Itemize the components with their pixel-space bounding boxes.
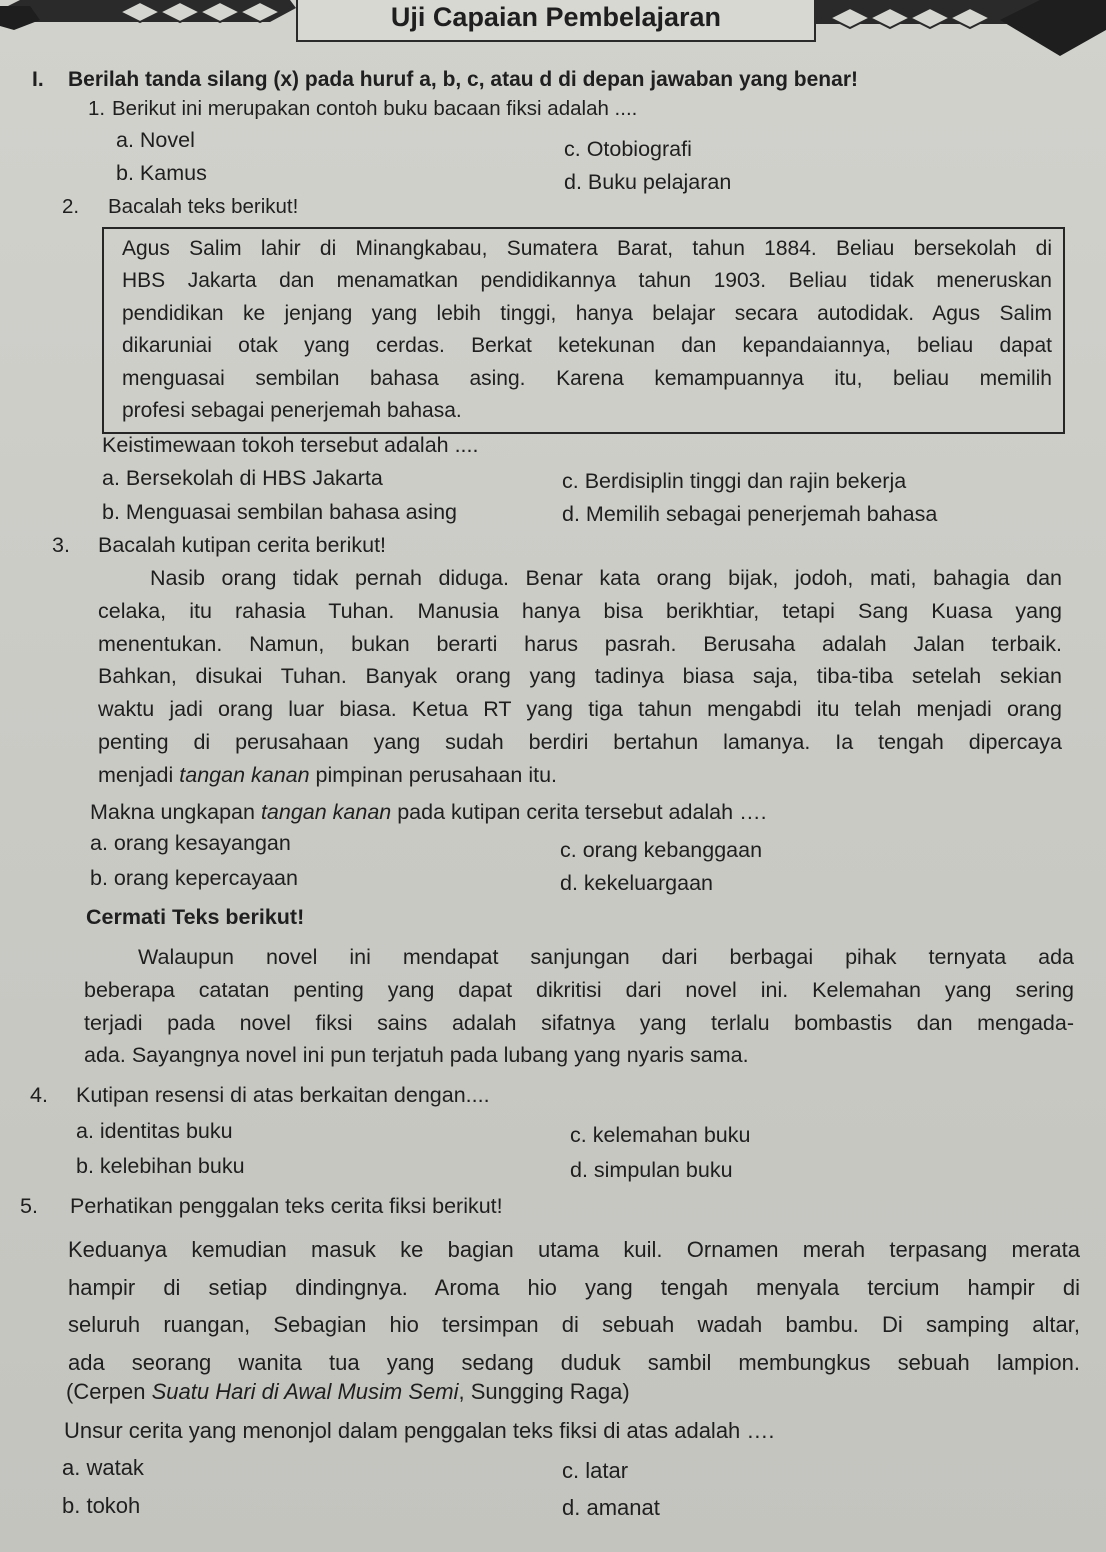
question-1-option-d[interactable]: d. Buku pelajaran	[564, 170, 732, 194]
question-3-text	[90, 800, 767, 825]
passage-line: celaka, itu rahasia Tuhan. Manusia hanya bisa berikhtiar, tetapi Sang Kuasa yang	[98, 598, 1062, 623]
question-3-option-d[interactable]: d. kekeluargaan	[560, 871, 713, 895]
question-4-option-c[interactable]: c. kelemahan buku	[570, 1123, 751, 1147]
question-2-passage-box	[102, 227, 1065, 434]
question-1-text: Berikut ini merupakan contoh buku bacaan fiksi adalah ....	[112, 97, 638, 120]
question-2-passage	[122, 233, 1052, 427]
passage-text: pimpinan perusahaan itu.	[309, 762, 557, 787]
passage-line: pendidikan ke jenjang yang lebih tinggi, hanya belajar secara autodidak. Agus Salim	[122, 301, 1052, 325]
question-5-text: Unsur cerita yang menonjol dalam penggalan teks fiksi di atas adalah ….	[64, 1418, 775, 1443]
citation-text: , Sungging Raga)	[458, 1379, 630, 1404]
passage-line: seluruh ruangan, Sebagian hio tersimpan di sebuah wadah bambu. Di samping altar,	[68, 1312, 1080, 1337]
citation-text: (Cerpen	[66, 1379, 152, 1404]
question-2-option-b[interactable]: b. Menguasai sembilan bahasa asing	[102, 500, 457, 524]
section-number: I.	[32, 68, 44, 91]
question-5-option-d[interactable]: d. amanat	[562, 1495, 660, 1520]
question-4-option-d[interactable]: d. simpulan buku	[570, 1158, 733, 1182]
question-1-option-b[interactable]: b. Kamus	[116, 161, 207, 185]
question-3-passage	[98, 562, 1062, 792]
question-4-number: 4.	[30, 1083, 48, 1107]
passage-line: ada seorang wanita tua yang sedang duduk sambil membungkus sebuah lampion.	[68, 1349, 1080, 1375]
question-5-citation	[66, 1379, 630, 1405]
passage-line	[98, 759, 1062, 792]
passage-line: profesi sebagai penerjemah bahasa.	[122, 399, 462, 423]
question-4-option-a[interactable]: a. identitas buku	[76, 1119, 233, 1143]
question-5-option-c[interactable]: c. latar	[562, 1458, 629, 1483]
passage-line: waktu jadi orang luar biasa. Ketua RT yang tiga tahun mengabdi itu telah menjadi orang	[98, 697, 1062, 722]
question-3-number: 3.	[52, 533, 70, 557]
question-4-text: Kutipan resensi di atas berkaitan dengan....	[76, 1083, 490, 1107]
passage-line: menguasai sembilan bahasa asing. Karena kemampuannya itu, beliau memilih	[122, 366, 1052, 390]
question-3-option-c[interactable]: c. orang kebanggaan	[560, 838, 763, 862]
passage-line: terjadi pada novel fiksi sains adalah sifatnya yang terlalu bombastis dan mengada-	[84, 1010, 1074, 1035]
passage-line: Keduanya kemudian masuk ke bagian utama kuil. Ornamen merah terpasang merata	[68, 1237, 1080, 1262]
question-italic-phrase: tangan kanan	[260, 800, 392, 824]
question-4-passage	[84, 941, 1074, 1072]
section-instruction: Berilah tanda silang (x) pada huruf a, b, c, atau d di depan jawaban yang benar!	[68, 68, 858, 91]
question-3-option-a[interactable]: a. orang kesayangan	[90, 831, 291, 855]
passage-line: Walaupun novel ini mendapat sanjungan dari berbagai pihak ternyata ada	[138, 945, 1074, 969]
passage-italic-phrase: tangan kanan	[179, 762, 310, 787]
question-text: Makna ungkapan	[90, 800, 261, 824]
question-5-passage	[68, 1231, 1080, 1381]
passage-line: Nasib orang tidak pernah diduga. Benar kata orang bijak, jodoh, mati, bahagia dan	[150, 566, 1062, 590]
passage-line: HBS Jakarta dan menamatkan pendidikannya tahun 1903. Beliau tidak meneruskan	[122, 269, 1052, 293]
question-2-intro: Bacalah teks berikut!	[108, 195, 299, 218]
question-2-option-d[interactable]: d. Memilih sebagai penerjemah bahasa	[562, 502, 938, 526]
question-5-intro: Perhatikan penggalan teks cerita fiksi berikut!	[70, 1194, 503, 1218]
question-2-text: Keistimewaan tokoh tersebut adalah ....	[102, 433, 479, 457]
passage-line: menentukan. Namun, bukan berarti harus pasrah. Berusaha adalah Jalan terbaik.	[98, 631, 1062, 656]
passage-line: beberapa catatan penting yang dapat dikritisi dari novel ini. Kelemahan yang sering	[84, 977, 1074, 1002]
passage-line: hampir di setiap dindingnya. Aroma hio yang tengah menyala tercium hampir di	[68, 1274, 1080, 1300]
passage-line: Agus Salim lahir di Minangkabau, Sumatera Barat, tahun 1884. Beliau bersekolah di	[122, 237, 1052, 260]
question-5-option-b[interactable]: b. tokoh	[62, 1493, 141, 1518]
question-4-intro: Cermati Teks berikut!	[86, 905, 305, 929]
passage-text: menjadi	[98, 762, 180, 787]
question-3-intro: Bacalah kutipan cerita berikut!	[98, 533, 387, 557]
question-2-number: 2.	[62, 195, 80, 218]
header-banner	[0, 0, 1106, 56]
passage-line: ada. Sayangnya novel ini pun terjatuh pada lubang yang nyaris sama.	[84, 1043, 749, 1068]
page-title: Uji Capaian Pembelajaran	[296, 0, 816, 42]
question-1-number: 1.	[88, 97, 106, 120]
passage-line: dikaruniai otak yang cerdas. Berkat ketekunan dan kepandaiannya, beliau dapat	[122, 334, 1052, 358]
passage-line: penting di perusahaan yang sudah berdiri bertahun lamanya. Ia tengah dipercaya	[98, 729, 1062, 754]
passage-line: Bahkan, disukai Tuhan. Banyak orang yang tadinya biasa saja, tiba-tiba setelah sekian	[98, 664, 1062, 689]
question-2-option-c[interactable]: c. Berdisiplin tinggi dan rajin bekerja	[562, 469, 907, 493]
question-text: pada kutipan cerita tersebut adalah ….	[391, 800, 767, 824]
citation-title: Suatu Hari di Awal Musim Semi	[151, 1379, 459, 1404]
question-1-option-c[interactable]: c. Otobiografi	[564, 137, 692, 161]
question-5-option-a[interactable]: a. watak	[62, 1455, 144, 1480]
question-3-option-b[interactable]: b. orang kepercayaan	[90, 866, 298, 890]
question-5-number: 5.	[20, 1194, 38, 1218]
question-4-option-b[interactable]: b. kelebihan buku	[76, 1154, 245, 1178]
question-1-option-a[interactable]: a. Novel	[116, 128, 195, 152]
question-2-option-a[interactable]: a. Bersekolah di HBS Jakarta	[102, 466, 383, 490]
